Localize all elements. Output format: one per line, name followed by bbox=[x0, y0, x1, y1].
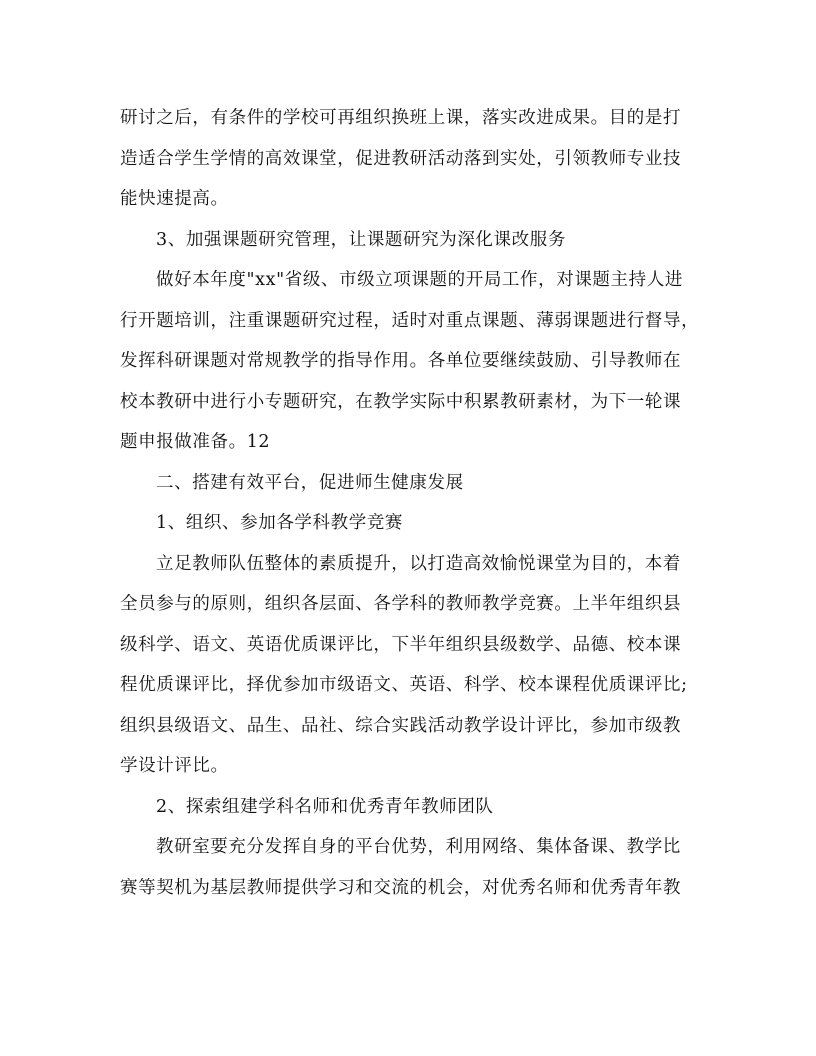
text-line: 行开题培训，注重课题研究过程，适时对重点课题、薄弱课题进行督导， bbox=[120, 310, 700, 331]
heading-line: 二、搭建有效平台，促进师生健康发展 bbox=[156, 472, 464, 493]
paragraph-competitions bbox=[120, 544, 700, 787]
text-line: 研讨之后，有条件的学校可再组织换班上课，落实改进成果。目的是打 bbox=[120, 108, 682, 128]
text-line: 发挥科研课题对常规教学的指导作用。各单位要继续鼓励、引导教师在 bbox=[120, 351, 682, 371]
heading-effective-platform bbox=[120, 463, 700, 504]
heading-teaching-competition bbox=[120, 503, 700, 544]
document-body bbox=[120, 98, 700, 908]
text-line: 教研室要充分发挥自身的平台优势，利用网络、集体备课、教学比 bbox=[156, 837, 681, 857]
text-line: 级科学、语文、英语优质课评比，下半年组织县级数学、品德、校本课 bbox=[120, 634, 682, 655]
text-line: 能快速提高。 bbox=[120, 189, 229, 209]
text-line: 造适合学生学情的高效课堂，促进教研活动落到实处，引领教师专业技 bbox=[120, 148, 682, 169]
heading-teacher-teams bbox=[120, 787, 700, 828]
heading-line: 1、组织、参加各学科教学竞赛 bbox=[156, 513, 404, 533]
text-line: 组织县级语文、品生、品社、综合实践活动教学设计评比，参加市级教 bbox=[120, 715, 682, 736]
heading-line: 2、探索组建学科名师和优秀青年教师团队 bbox=[156, 796, 494, 817]
text-line: 全员参与的原则，组织各层面、各学科的教师教学竞赛。上半年组织县 bbox=[120, 594, 682, 614]
text-line: 赛等契机为基层教师提供学习和交流的机会，对优秀名师和优秀青年教 bbox=[120, 877, 682, 898]
heading-line: 3、加强课题研究管理，让课题研究为深化课改服务 bbox=[156, 229, 566, 250]
heading-research-management bbox=[120, 220, 700, 261]
paragraph-research-projects bbox=[120, 260, 700, 463]
text-line: 做好本年度"xx"省级、市级立项课题的开局工作，对课题主持人进 bbox=[156, 270, 683, 290]
paragraph-discussion-followup bbox=[120, 98, 700, 220]
text-line: 学设计评比。 bbox=[120, 756, 229, 776]
text-line: 题申报做准备。12 bbox=[120, 432, 271, 452]
paragraph-teaching-research-office bbox=[120, 827, 700, 908]
text-line: 立足教师队伍整体的素质提升，以打造高效愉悦课堂为目的，本着 bbox=[156, 553, 681, 574]
text-line: 校本教研中进行小专题研究，在教学实际中积累教研素材，为下一轮课 bbox=[120, 391, 682, 412]
text-line: 程优质课评比，择优参加市级语文、英语、科学、校本课程优质课评比; bbox=[120, 675, 688, 695]
